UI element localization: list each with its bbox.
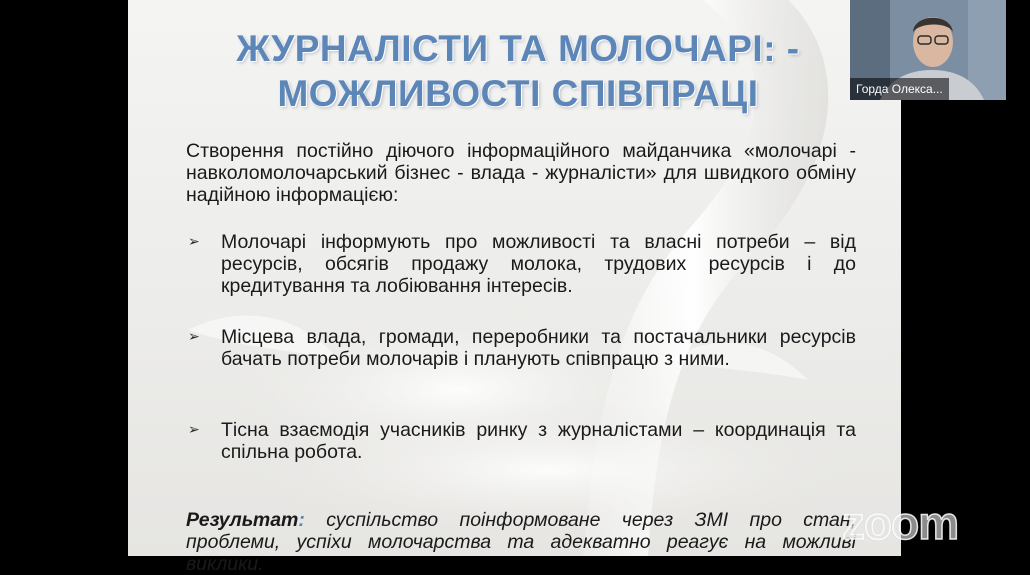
bullet-item-1 <box>186 231 856 297</box>
arrow-bullet-icon: ➢ <box>188 421 200 437</box>
bullet-text-1: Молочарі інформують про можливості та власні потреби – від ресурсів, обсягів продажу молока, трудових ресурсів і до кредитування та лобіювання інтересів. <box>221 231 856 297</box>
slide-intro-paragraph: Створення постійно діючого інформаційного майданчика «молочарі - навколомолочарський бізнес - влада - журналісти» для швидкого обміну надійною інформацією: <box>186 140 856 206</box>
slide-title-line2: МОЖЛИВОСТІ СПІВПРАЦІ <box>277 73 759 114</box>
bullet-text-2: Місцева влада, громади, переробники та постачальники ресурсів бачать потреби молочарів і планують співпрацю з ними. <box>221 326 856 370</box>
slide-title <box>168 26 868 116</box>
zoom-watermark-logo: zoom <box>842 497 959 549</box>
bullet-item-3 <box>186 419 856 463</box>
result-paragraph <box>186 509 856 575</box>
bullet-text-3: Тісна взаємодія учасників ринку з журналістами – координація та спільна робота. <box>221 419 856 463</box>
result-colon: : <box>298 508 305 531</box>
slide-title-line1: ЖУРНАЛІСТИ ТА МОЛОЧАРІ: - <box>236 28 800 69</box>
participant-name-label: Горда Олекса... <box>850 78 949 100</box>
presentation-slide <box>128 0 901 575</box>
arrow-bullet-icon: ➢ <box>188 233 200 249</box>
result-text: суспільство поінформоване через ЗМІ про стан, проблеми, успіхи молочарства та адекватно реагує на можливі виклики. <box>186 508 856 575</box>
result-label: Результат <box>186 508 299 531</box>
participant-video-tile[interactable] <box>850 0 1006 100</box>
arrow-bullet-icon: ➢ <box>188 328 200 344</box>
bullet-item-2 <box>186 326 856 370</box>
